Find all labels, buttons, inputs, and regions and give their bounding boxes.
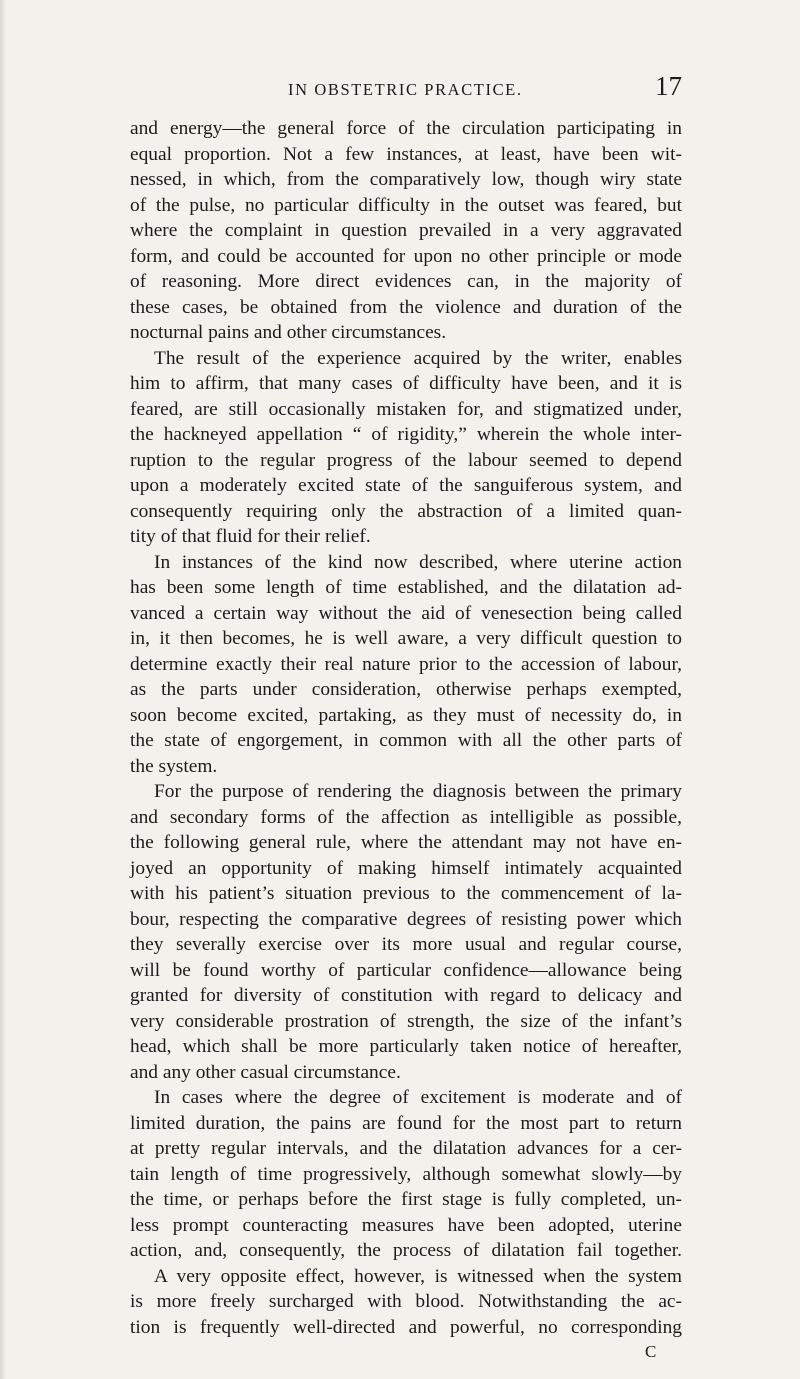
text-line: and secondary forms of the affection as intelligible as possible, (130, 806, 682, 828)
text-line: will be found worthy of particular confidence—allowance being (130, 959, 682, 981)
text-line: action, and, consequently, the process of dilatation fail together. (130, 1240, 682, 1261)
text-line: very considerable prostration of strength, the size of the infant’s (130, 1010, 682, 1032)
page-edge-shadow (0, 0, 6, 1379)
text-line: limited duration, the pains are found for the most part to return (130, 1112, 682, 1134)
body-text (130, 116, 682, 1340)
text-line: soon become excited, partaking, as they must of necessity do, in (130, 704, 682, 726)
text-line: has been some length of time established, and the dilatation ad- (130, 577, 682, 598)
text-line: the hackneyed appellation “ of rigidity,” wherein the whole inter- (130, 424, 682, 445)
text-line: For the purpose of rendering the diagnosis between the primary (154, 781, 682, 802)
text-line: joyed an opportunity of making himself intimately acquainted (130, 857, 682, 879)
text-line: him to affirm, that many cases of difficulty have been, and it is (130, 373, 682, 394)
text-line: the system. (130, 755, 218, 777)
text-line: tity of that fluid for their relief. (130, 526, 371, 547)
text-line: feared, are still occasionally mistaken for, and stigmatized under, (130, 398, 682, 420)
text-line: these cases, be obtained from the violence and duration of the (130, 296, 682, 318)
text-line: as the parts under consideration, otherwise perhaps exempted, (130, 679, 682, 700)
text-line: The result of the experience acquired by the writer, enables (154, 347, 682, 369)
text-line: tion is frequently well-directed and powerful, no corresponding (130, 1316, 682, 1338)
text-line: and any other casual circumstance. (130, 1061, 401, 1083)
text-line: where the complaint in question prevailed in a very aggravated (130, 220, 682, 241)
signature-mark: C (645, 1342, 658, 1361)
running-head (130, 71, 682, 106)
text-line: the state of engorgement, in common with all the other parts of (130, 730, 682, 751)
text-line: granted for diversity of constitution with regard to delicacy and (130, 985, 682, 1006)
text-line: consequently requiring only the abstraction of a limited quan- (130, 500, 682, 522)
text-line: of the pulse, no particular difficulty in the outset was feared, but (130, 194, 682, 216)
text-line: at pretty regular intervals, and the dilatation advances for a cer- (130, 1138, 682, 1159)
text-line: the time, or perhaps before the first stage is fully completed, un- (130, 1189, 682, 1210)
text-line: with his patient’s situation previous to the commencement of la- (130, 883, 682, 904)
text-line: upon a moderately excited state of the sanguiferous system, and (130, 475, 682, 496)
text-line: they severally exercise over its more usual and regular course, (130, 934, 682, 955)
text-line: In instances of the kind now described, where uterine action (154, 551, 682, 573)
running-title: IN OBSTETRIC PRACTICE. (288, 80, 523, 99)
text-line: bour, respecting the comparative degrees of resisting power which (130, 908, 682, 930)
text-line: determine exactly their real nature prior to the accession of labour, (130, 653, 682, 675)
text-line: and energy—the general force of the circulation participating in (130, 118, 682, 139)
text-line: is more freely surcharged with blood. Notwithstanding the ac- (130, 1291, 682, 1312)
text-line: vanced a certain way without the aid of venesection being called (130, 602, 682, 624)
text-line: head, which shall be more particularly taken notice of hereafter, (130, 1036, 682, 1057)
text-line: form, and could be accounted for upon no other principle or mode (130, 245, 682, 267)
text-line: tain length of time progressively, although somewhat slowly—by (130, 1163, 682, 1185)
text-line: of reasoning. More direct evidences can, in the majority of (130, 271, 682, 292)
text-line: equal proportion. Not a few instances, at least, have been wit- (130, 143, 682, 165)
text-line: nocturnal pains and other circumstances. (130, 322, 447, 343)
text-line: A very opposite effect, however, is witnessed when the system (154, 1265, 682, 1287)
text-line: In cases where the degree of excitement is moderate and of (154, 1087, 682, 1108)
text-line: the following general rule, where the attendant may not have en- (130, 832, 682, 853)
text-line: nessed, in which, from the comparatively low, though wiry state (130, 169, 682, 190)
text-line: ruption to the regular progress of the labour seemed to depend (130, 449, 682, 471)
text-line: less prompt counteracting measures have been adopted, uterine (130, 1214, 682, 1236)
text-line: in, it then becomes, he is well aware, a very difficult question to (130, 628, 682, 649)
page-number: 17 (655, 71, 682, 101)
